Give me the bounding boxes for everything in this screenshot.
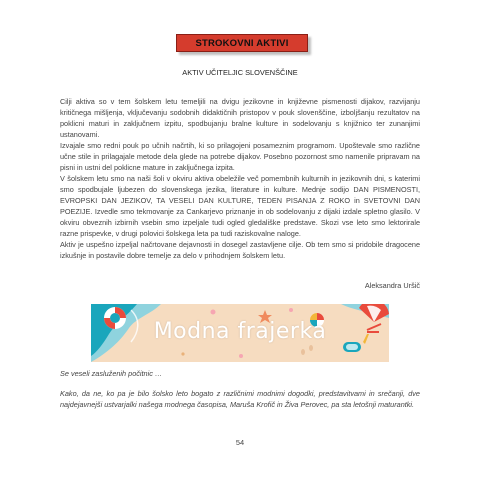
article-paragraph: Aktiv je uspešno izpeljal načrtovane dejavnosti in dosegel zastavljene cilje. Ob tem smo si pridobile dragocene izkušnje in postavile dobre temelje za delo v prihodnjem šolskem letu. <box>60 240 420 260</box>
banner-title: Modna frajerka <box>153 319 327 344</box>
footprint-icon <box>309 345 313 351</box>
footprint-icon <box>301 349 305 355</box>
page-number: 54 <box>235 438 245 447</box>
section-header-box <box>176 34 308 52</box>
second-article-paragraph: Kako, da ne, ko pa je bilo šolsko leto bogato z različnimi modnimi dogodki, predstavitvami in srečanji, dve najdejavnejši ustvarjalki našega modnega časopisa, Maruša Krofič in Živa Perovec, pa sta letošnji maturantki. <box>60 389 420 409</box>
shell-icon <box>211 310 216 315</box>
image-caption: Se veseli zasluženih počitnic … <box>60 369 163 378</box>
shell-icon <box>289 308 293 312</box>
article-title: AKTIV UČITELJIC SLOVENŠČINE <box>182 68 298 77</box>
article-author: Aleksandra Uršič <box>364 281 420 290</box>
article-paragraph: Cilji aktiva so v tem šolskem letu temeljili na dvigu jezikovne in književne pismenosti dijakov, razvijanju kritičnega mišljenja, vključevanju sodobnih didaktičnih pristopov v pouk slovenščine, izboljšanju rezultatov na poklicni maturi in zaključnem izpitu, spodbujanju bralne kulture in sodelovanju s knjižnico ter zunanjimi ustanovami. <box>60 97 420 139</box>
article-paragraph: Izvajale smo redni pouk po učnih načrtih, ki so prilagojeni posameznim programom. Upoštevale smo različne učne stile in prilagajale metode dela glede na potrebe dijakov. Posebno pozornost smo namenile pripravam na pisni in ustni del poklicne mature in zaključnega izpita. <box>60 141 420 172</box>
shell-icon <box>239 354 243 358</box>
article-paragraph: V šolskem letu smo na naši šoli v okviru aktiva obeležile več pomembnih kulturnih in jezikovnih dni, s katerimi smo spodbujale ljubezen do slovenskega jezika, literature in kulture. Mednje sodijo DAN PISMENOSTI, EVROPSKI DAN JEZIKOV, TA VESELI DAN KULTURE, TEDEN PISANJA Z ROKO in SVETOVNI DAN POEZIJE. Izvedle smo tekmovanje za Cankarjevo priznanje in ob sodelovanju z dijaki izdale spletno glasilo. V okviru obveznih izbirnih vsebin smo izpeljale tudi ogled gledališke predstave. Skozi vse leto smo lektorirale razne prispevke, v drugi polovici šolskega leta pa tudi raziskovalne naloge. <box>60 174 420 238</box>
modna-frajerka-banner <box>91 304 389 362</box>
section-header-title: STROKOVNI AKTIVI <box>195 37 289 49</box>
article-body <box>60 96 420 261</box>
